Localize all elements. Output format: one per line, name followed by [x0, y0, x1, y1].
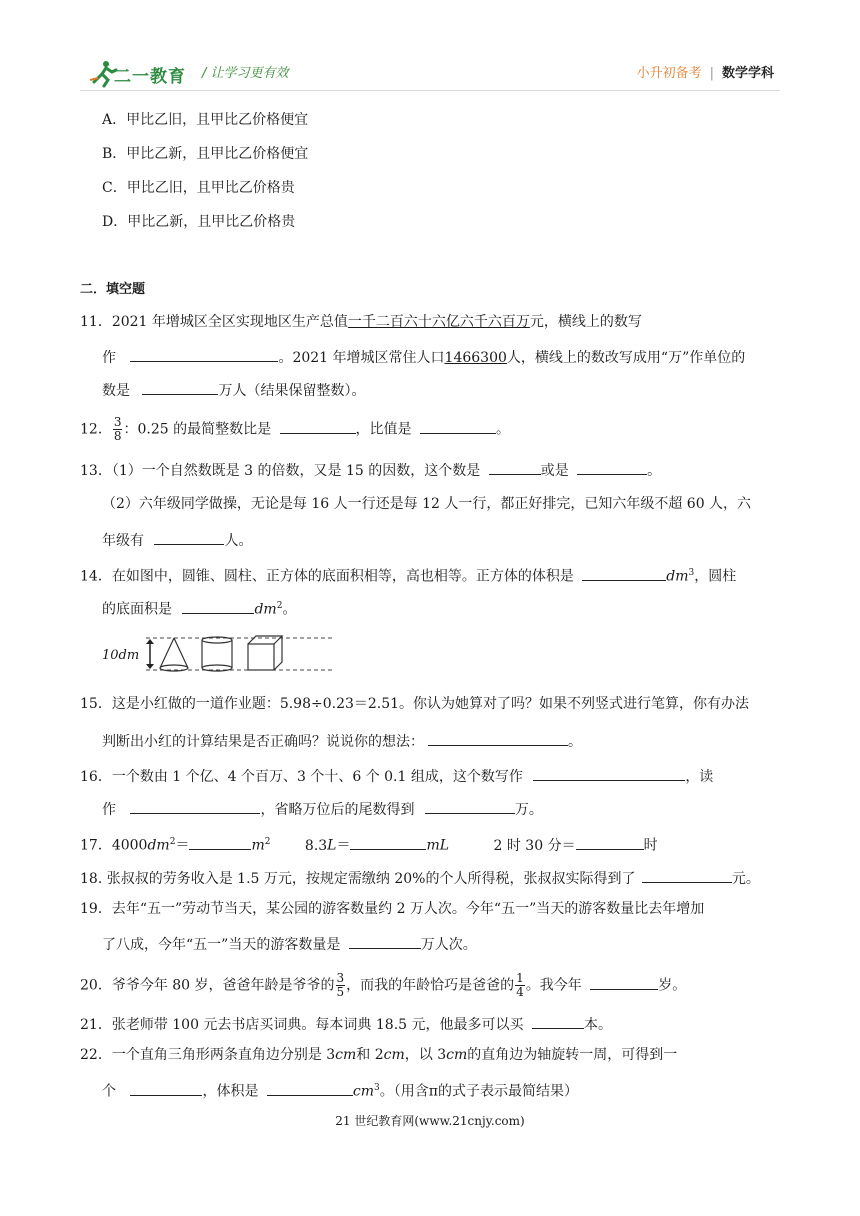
q20-fraction-1-num: 3	[336, 971, 345, 985]
q17-line	[80, 832, 658, 856]
q21-line	[80, 1012, 612, 1035]
q22-unit-3: cm	[446, 1047, 468, 1063]
q18-text-a: 18. 张叔叔的劳务收入是 1.5 万元，按规定需缴纳 20%的个人所得税，张叔叔实际得到了	[80, 871, 636, 887]
q22-line1	[80, 1045, 677, 1065]
q16-blank-2[interactable]	[130, 797, 260, 814]
q12-blank-2[interactable]	[420, 417, 496, 434]
q11-blank-2[interactable]	[142, 378, 218, 395]
q16-line1	[80, 764, 713, 787]
q11-blank-1[interactable]	[130, 345, 278, 362]
q14-unit-2: dm	[254, 601, 277, 618]
q21-blank[interactable]	[532, 1012, 584, 1029]
q22-line2	[102, 1078, 578, 1102]
q17-blank-1[interactable]	[189, 833, 251, 850]
q17-text-d: ＝	[336, 837, 351, 854]
q20-fraction-2	[515, 972, 525, 999]
q22-blank-1[interactable]	[130, 1079, 202, 1096]
q22-text-c: ，以 3	[404, 1047, 447, 1063]
q17-unit-2: m	[251, 837, 265, 854]
header-separator: |	[709, 66, 714, 81]
q13-text-e: 年级有	[102, 533, 144, 549]
q12-line	[80, 416, 510, 443]
q22-text-f: ，体积是	[202, 1083, 259, 1100]
q18-text-b: 元。	[731, 871, 760, 887]
q14-unit-1: dm	[666, 568, 689, 585]
q17-unit-4: mL	[426, 837, 450, 854]
page-header	[80, 56, 780, 90]
q11-text-c: 作	[102, 350, 116, 366]
q14-text-a: 14．在如图中，圆锥、圆柱、正方体的底面积相等，高也相等。正方体的体积是	[80, 568, 574, 585]
q22-text-d: 的直角边为轴旋转一周，可得到一	[467, 1047, 678, 1063]
q19-line1: 19．去年“五一”劳动节当天，某公园的游客数量约 2 万人次。今年“五一”当天的游客数量比去年增加	[80, 901, 705, 917]
q22-text-b: 和 2	[356, 1047, 384, 1063]
q21-text-a: 21．张老师带 100 元去书店买词典。每本词典 18.5 元，他最多可以买	[80, 1017, 524, 1033]
q13-blank-3[interactable]	[154, 528, 224, 545]
q22-unit-1: cm	[335, 1047, 357, 1063]
option-b: B．甲比乙新，且甲比乙价格便宜	[102, 146, 309, 162]
q19-text-c: 万人次。	[420, 937, 477, 953]
q13-blank-2[interactable]	[577, 458, 647, 475]
q16-text-d: ，省略万位后的尾数得到	[260, 802, 415, 818]
q16-text-c: 作	[102, 802, 116, 818]
q20-fraction-2-den: 4	[516, 985, 524, 999]
q14-blank-2[interactable]	[182, 597, 254, 614]
q11-text-a: 11．2021 年增城区全区实现地区生产总值	[80, 314, 348, 330]
q14-power-2: 2	[276, 601, 283, 611]
q17-power-1: 2	[169, 837, 176, 847]
q12-text-b: ，比值是	[355, 421, 412, 438]
q13-blank-1[interactable]	[489, 458, 541, 475]
q13-line2: （2）六年级同学做操，无论是每 16 人一行还是每 12 人一行，都正好排完，已知六年级不超 60 人，六	[102, 496, 752, 512]
q22-text-e: 个	[102, 1083, 116, 1100]
q22-text-a: 22．一个直角三角形两条直角边分别是 3	[80, 1047, 336, 1063]
section-title: 二．填空题	[80, 282, 146, 297]
q11-line3	[102, 378, 365, 401]
q17-text-b: ＝	[175, 837, 190, 854]
q17-text-e: 2 时 30 分＝	[493, 837, 576, 854]
q14-line2	[102, 596, 296, 620]
q17-power-2: 2	[264, 837, 271, 847]
q15-blank[interactable]	[428, 729, 568, 746]
q22-blank-2[interactable]	[267, 1079, 353, 1096]
slogan: / 让学习更有效	[202, 66, 289, 81]
q20-text-d: 岁。	[658, 977, 687, 994]
q12-text-a: ：0.25 的最简整数比是	[123, 421, 272, 438]
q12-blank-1[interactable]	[280, 417, 356, 434]
q17-text-f: 时	[643, 837, 658, 854]
q11-underlined-number: 一千二百六十六亿六千六百万	[347, 314, 530, 330]
q12-fraction-den: 8	[113, 429, 122, 443]
q16-line2	[102, 797, 543, 820]
q16-blank-3[interactable]	[425, 797, 515, 814]
q11-underlined-population: 1466300	[444, 350, 507, 366]
q14-power-1: 3	[688, 568, 695, 578]
q13-text-b: 或是	[540, 463, 569, 479]
q12-num: 12．	[80, 421, 112, 438]
q11-text-h: 万人（结果保留整数）。	[218, 383, 366, 399]
q11-text-b: 元，横线上的数写	[529, 314, 642, 330]
q14-figure-label: 10dm	[102, 648, 140, 663]
option-d: D．甲比乙新，且甲比乙价格贵	[102, 214, 296, 230]
option-a: A．甲比乙旧，且甲比乙价格便宜	[102, 112, 309, 128]
q12-text-c: 。	[496, 421, 510, 438]
q21-text-b: 本。	[583, 1017, 612, 1033]
q15-line1: 15．这是小红做的一道作业题：5.98÷0.23＝2.51。你认为她算对了吗？如果不列竖式进行笔算，你有办法	[80, 696, 750, 712]
q20-text-a: 20．爷爷今年 80 岁，爸爸年龄是爷爷的	[80, 977, 335, 994]
q19-line2	[102, 932, 477, 955]
q17-blank-3[interactable]	[576, 833, 644, 850]
q22-unit-2: cm	[383, 1047, 405, 1063]
subject-label: 数学学科	[721, 66, 774, 81]
q13-text-a: 13．（1）一个自然数既是 3 的倍数，又是 15 的因数，这个数是	[80, 463, 481, 479]
q22-unit-4: cm	[352, 1083, 375, 1100]
q18-blank[interactable]	[642, 866, 732, 883]
q17-text-a: 17．4000	[80, 837, 148, 854]
q20-text-c: 。我今年	[525, 977, 582, 994]
q15-text-c: 。	[568, 734, 582, 750]
logo-text: 二一教育	[114, 67, 186, 87]
q11-text-d: 。2021 年增城区常住人口	[278, 350, 445, 366]
q16-blank-1[interactable]	[533, 764, 685, 781]
q14-figure	[102, 626, 334, 678]
q20-blank[interactable]	[590, 973, 658, 990]
q12-fraction-num: 3	[113, 415, 122, 429]
q12-fraction	[113, 416, 123, 443]
q20-fraction-1	[336, 972, 346, 999]
q16-text-e: 万。	[514, 802, 543, 818]
q14-blank-1[interactable]	[582, 564, 666, 581]
option-c: C．甲比乙旧，且甲比乙价格贵	[102, 180, 295, 196]
q11-text-g: 数是	[102, 383, 130, 399]
q16-text-a: 16．一个数由 1 个亿、4 个百万、3 个十、6 个 0.1 组成，这个数写作	[80, 769, 523, 785]
q22-text-g: 。（用含π的式子表示最简结果）	[379, 1083, 578, 1100]
q13-text-c: 。	[647, 463, 662, 479]
q17-unit-3: L	[327, 837, 337, 854]
q19-text-b: 了八成，今年“五一”当天的游客数量是	[102, 937, 341, 953]
q17-text-c: 8.3	[304, 837, 328, 854]
q14-text-c: 的底面积是	[102, 601, 172, 618]
q22-power-4: 3	[374, 1083, 380, 1093]
q13-line1	[80, 458, 661, 481]
q15-line2	[102, 729, 582, 752]
q11-line1	[80, 312, 642, 332]
q17-blank-2[interactable]	[350, 833, 426, 850]
q17-unit-1: dm	[147, 837, 170, 854]
q20-text-b: ，而我的年龄恰巧是爸爸的	[346, 977, 515, 994]
q14-text-b: ，圆柱	[694, 568, 737, 585]
q20-fraction-1-den: 5	[336, 985, 345, 999]
q15-text-b: 判断出小红的计算结果是否正确吗？说说你的想法：	[102, 734, 424, 750]
header-right	[637, 62, 774, 81]
q13-line3	[102, 528, 252, 551]
q20-fraction-2-num: 1	[516, 971, 524, 985]
q11-text-f: 人，横线上的数改写成用“万”作单位的	[506, 350, 746, 366]
q18-line	[80, 866, 760, 889]
q16-text-b: ，读	[685, 769, 714, 785]
page-footer: 21 世纪教育网(www.21cnjy.com)	[335, 1114, 525, 1128]
q11-line2	[102, 345, 745, 368]
q13-text-f: 人。	[224, 533, 253, 549]
q19-blank[interactable]	[349, 932, 421, 949]
header-divider	[80, 90, 780, 91]
q14-text-d: 。	[282, 601, 297, 618]
q20-line	[80, 972, 686, 999]
exam-label: 小升初备考	[636, 66, 702, 81]
q14-line1	[80, 563, 736, 587]
